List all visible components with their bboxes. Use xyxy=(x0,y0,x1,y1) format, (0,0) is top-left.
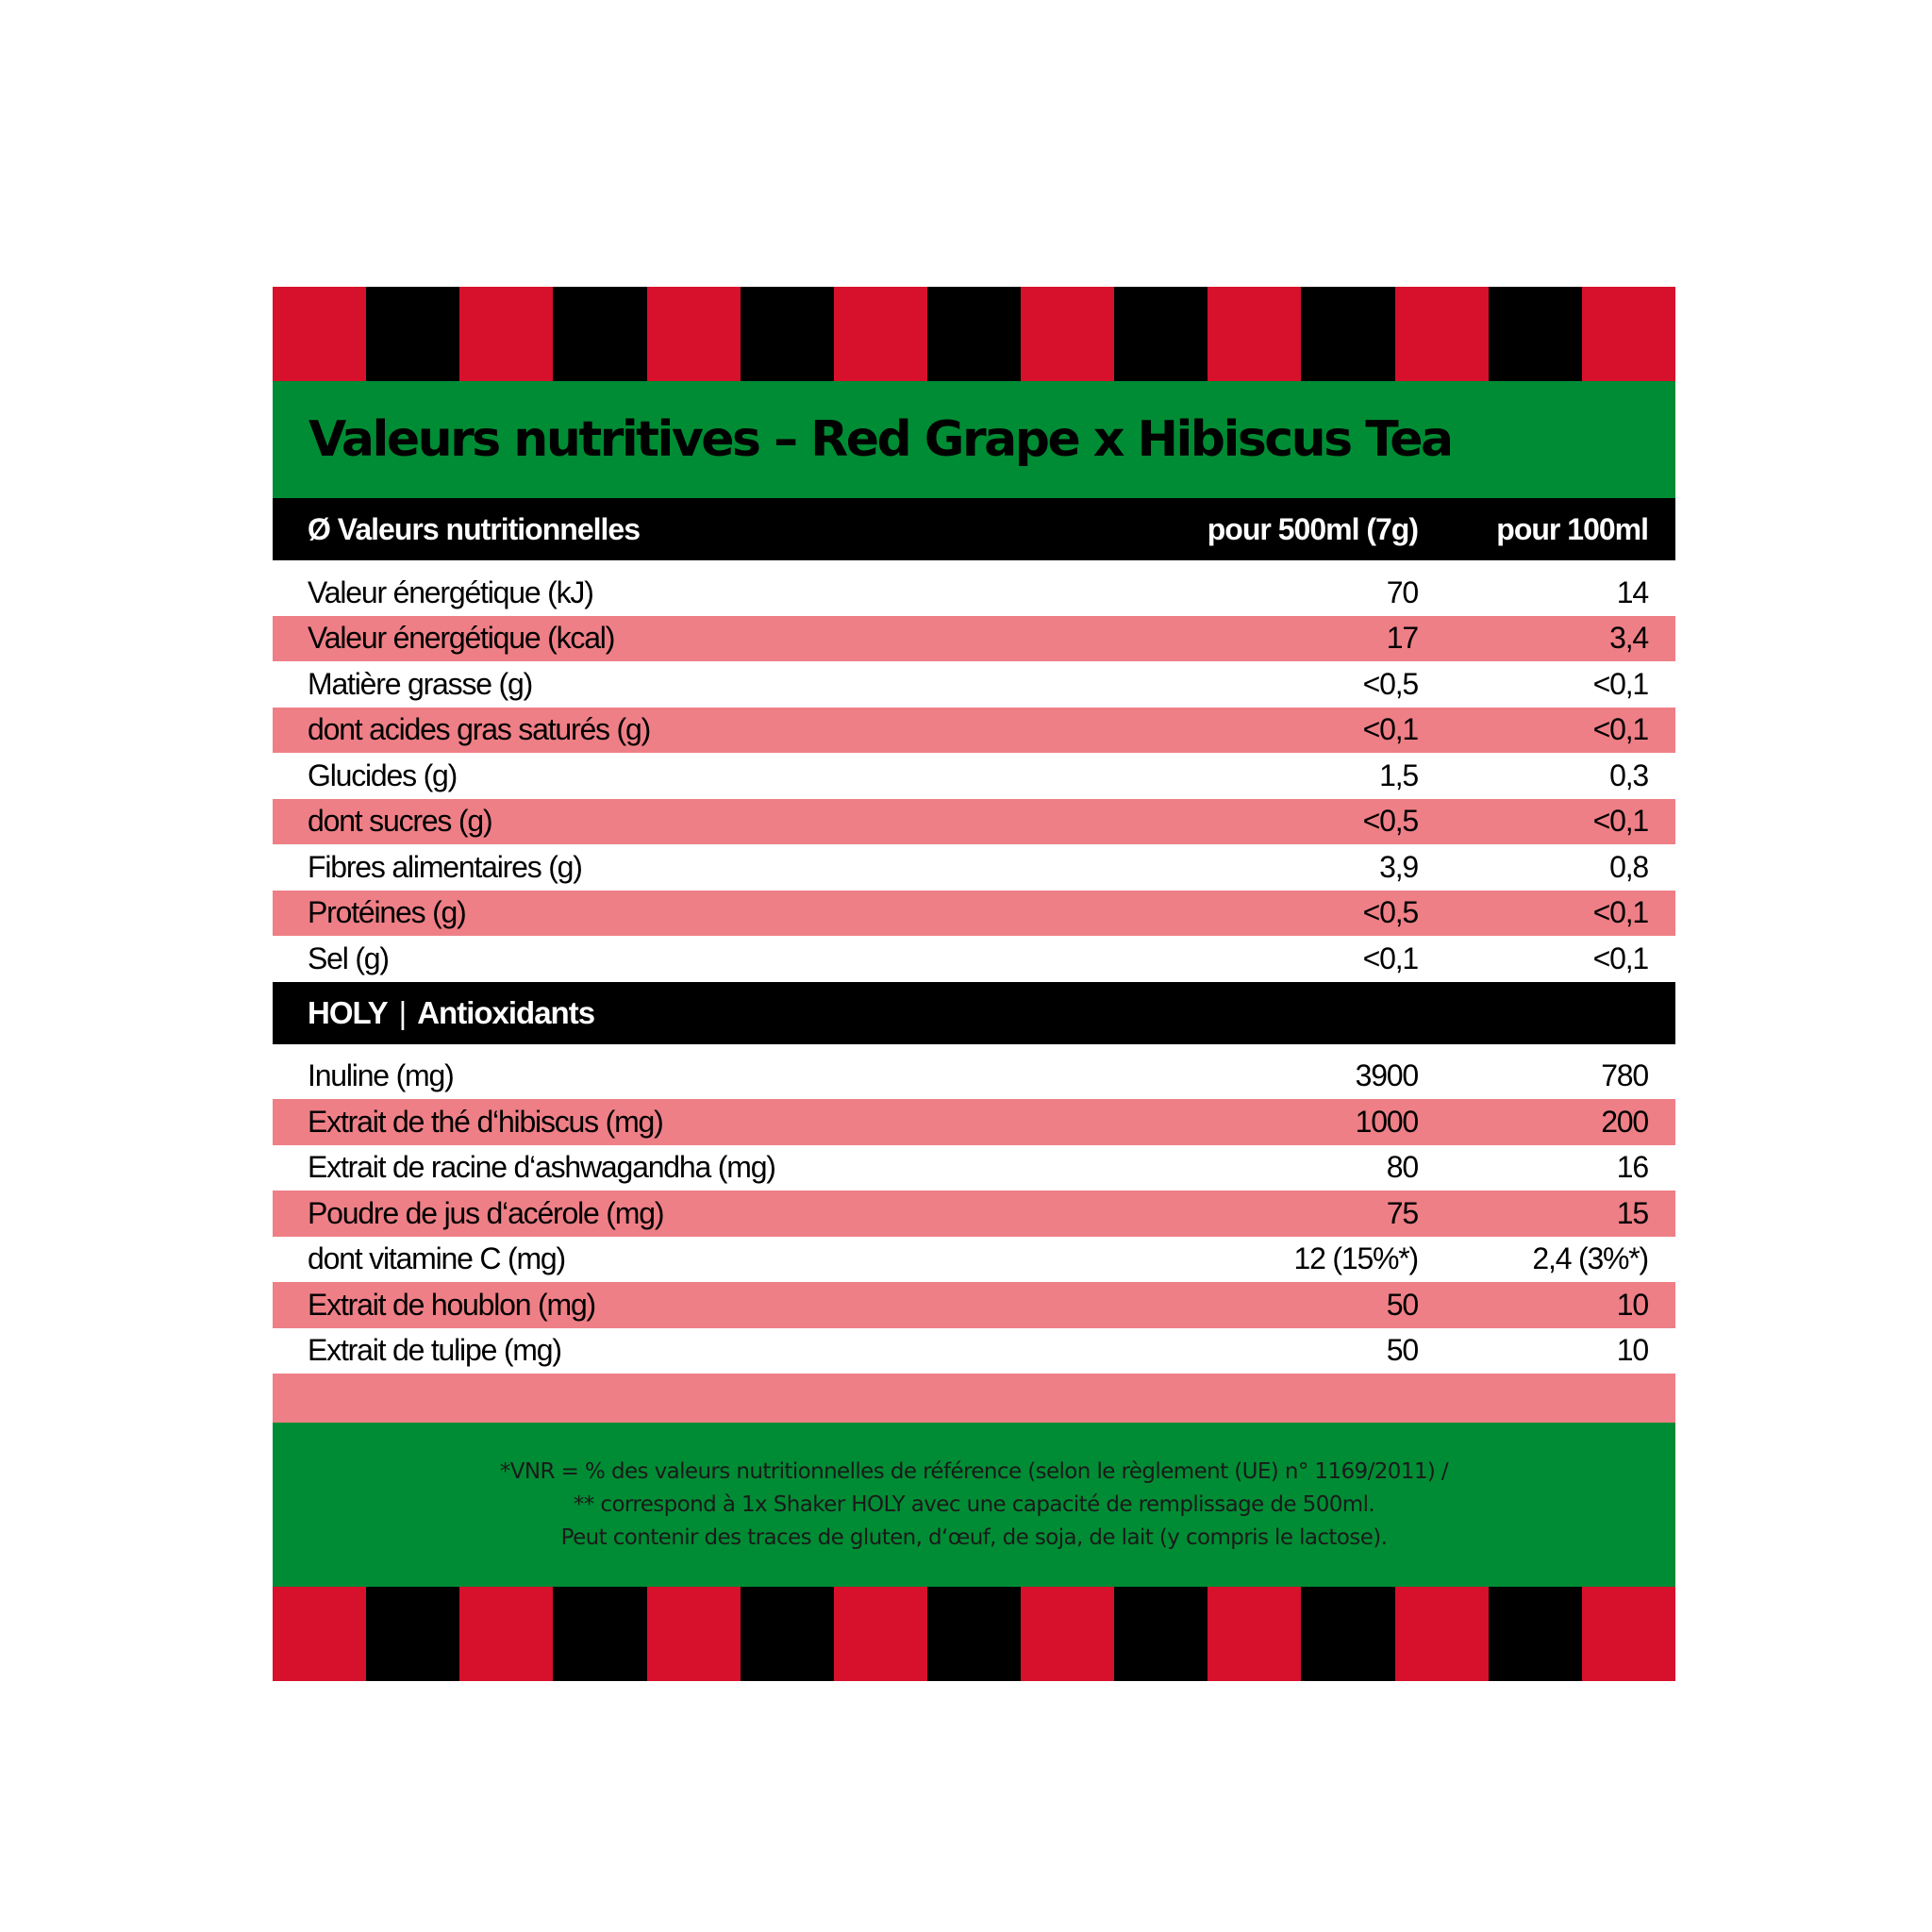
row-label: Valeur énergétique (kcal) xyxy=(308,621,615,656)
section-header-antioxidants xyxy=(273,982,1675,1044)
footnote-box xyxy=(273,1423,1675,1587)
stripe-red xyxy=(459,1587,553,1681)
row-value-500ml: 1,5 xyxy=(1379,758,1418,792)
footnote-line: *VNR = % des valeurs nutritionnelles de référence (selon le règlement (UE) n° 1169/2011) / xyxy=(499,1458,1449,1484)
stripe-black xyxy=(553,1587,646,1681)
table-row xyxy=(273,844,1675,891)
table-header xyxy=(273,498,1675,560)
stripe-black xyxy=(927,287,1021,381)
row-label: Valeur énergétique (kJ) xyxy=(308,575,593,609)
stripe-black xyxy=(927,1587,1021,1681)
stripe-red xyxy=(459,287,553,381)
table-row xyxy=(273,1054,1675,1100)
row-value-100ml: <0,1 xyxy=(1592,712,1648,747)
row-value-100ml: 16 xyxy=(1616,1150,1648,1185)
table-row xyxy=(273,1145,1675,1191)
section-name: Antioxidants xyxy=(417,994,595,1030)
row-label: dont sucres (g) xyxy=(308,804,492,839)
stripe-red xyxy=(273,1587,366,1681)
row-label: dont vitamine C (mg) xyxy=(308,1241,565,1276)
header-col-100ml: pour 100ml xyxy=(1496,511,1648,546)
stripe-black xyxy=(1301,1587,1394,1681)
footnote-line: Peut contenir des traces de gluten, d‘œuf, de soja, de lait (y compris le lactose). xyxy=(560,1524,1388,1550)
stripe-red xyxy=(1208,287,1301,381)
page-title: Valeurs nutritives – Red Grape x Hibiscus Tea xyxy=(308,411,1452,468)
row-value-100ml: 3,4 xyxy=(1609,621,1648,656)
row-label: Sel (g) xyxy=(308,941,389,975)
row-value-100ml: 14 xyxy=(1616,575,1648,609)
row-label: Extrait de thé d‘hibiscus (mg) xyxy=(308,1104,663,1139)
stripe-black xyxy=(1489,287,1582,381)
table-row xyxy=(273,891,1675,937)
row-value-500ml: <0,5 xyxy=(1362,666,1418,701)
row-label: Matière grasse (g) xyxy=(308,666,533,701)
row-value-500ml: <0,5 xyxy=(1362,895,1418,930)
stripe-red xyxy=(647,1587,741,1681)
row-label: Extrait de tulipe (mg) xyxy=(308,1333,561,1368)
row-value-500ml: 80 xyxy=(1386,1150,1418,1185)
table-row xyxy=(273,661,1675,708)
row-value-100ml: 10 xyxy=(1616,1287,1648,1322)
antioxidants-table xyxy=(273,1044,1675,1424)
row-value-500ml: 75 xyxy=(1386,1195,1418,1230)
section-brand: HOLY xyxy=(308,994,388,1030)
header-col-500ml: pour 500ml (7g) xyxy=(1207,511,1418,546)
row-label: Inuline (mg) xyxy=(308,1058,454,1093)
row-value-100ml: 2,4 (3%*) xyxy=(1532,1241,1648,1276)
row-value-500ml: 3,9 xyxy=(1379,849,1418,884)
row-label: Protéines (g) xyxy=(308,895,466,930)
stripe-red xyxy=(1395,287,1489,381)
stripe-black xyxy=(1114,1587,1208,1681)
top-stripe-band xyxy=(273,287,1675,381)
row-value-100ml: <0,1 xyxy=(1592,666,1648,701)
table-row xyxy=(273,936,1675,982)
table-end-spacer xyxy=(273,1374,1675,1423)
table-row xyxy=(273,616,1675,662)
row-label: Glucides (g) xyxy=(308,758,458,792)
table-gap xyxy=(273,560,1675,570)
stripe-black xyxy=(1489,1587,1582,1681)
stripe-red xyxy=(1021,1587,1114,1681)
row-value-500ml: 12 (15%*) xyxy=(1293,1241,1418,1276)
stripe-red xyxy=(834,1587,927,1681)
row-value-100ml: 0,3 xyxy=(1609,758,1648,792)
stripe-black xyxy=(1114,287,1208,381)
row-value-500ml: <0,1 xyxy=(1362,941,1418,975)
header-label: Ø Valeurs nutritionnelles xyxy=(308,511,640,546)
stripe-black xyxy=(366,287,459,381)
stripe-red xyxy=(1395,1587,1489,1681)
table-gap xyxy=(273,1044,1675,1054)
row-value-500ml: 17 xyxy=(1386,621,1418,656)
row-value-500ml: <0,5 xyxy=(1362,804,1418,839)
title-bar xyxy=(273,381,1675,498)
table-row xyxy=(273,1282,1675,1328)
row-value-500ml: 3900 xyxy=(1355,1058,1418,1093)
table-row xyxy=(273,1099,1675,1145)
row-label: Poudre de jus d‘acérole (mg) xyxy=(308,1195,664,1230)
row-value-500ml: 50 xyxy=(1386,1287,1418,1322)
footnote-line: ** correspond à 1x Shaker HOLY avec une capacité de remplissage de 500ml. xyxy=(573,1491,1375,1517)
table-row xyxy=(273,1191,1675,1237)
row-value-100ml: <0,1 xyxy=(1592,804,1648,839)
row-value-500ml: 1000 xyxy=(1355,1104,1418,1139)
stripe-red xyxy=(1208,1587,1301,1681)
stripe-black xyxy=(741,1587,834,1681)
nutrition-panel xyxy=(273,287,1675,1681)
row-label: dont acides gras saturés (g) xyxy=(308,712,651,747)
table-row xyxy=(273,799,1675,845)
table-row xyxy=(273,753,1675,799)
table-row xyxy=(273,1237,1675,1283)
row-value-100ml: 15 xyxy=(1616,1195,1648,1230)
table-row xyxy=(273,708,1675,754)
row-value-100ml: 780 xyxy=(1601,1058,1648,1093)
table-row xyxy=(273,1328,1675,1374)
row-value-100ml: 10 xyxy=(1616,1333,1648,1368)
stripe-black xyxy=(366,1587,459,1681)
row-value-500ml: <0,1 xyxy=(1362,712,1418,747)
row-value-100ml: <0,1 xyxy=(1592,941,1648,975)
row-value-100ml: 0,8 xyxy=(1609,849,1648,884)
bottom-stripe-band xyxy=(273,1587,1675,1681)
row-value-100ml: 200 xyxy=(1601,1104,1648,1139)
row-label: Fibres alimentaires (g) xyxy=(308,849,582,884)
row-label: Extrait de houblon (mg) xyxy=(308,1287,596,1322)
table-row xyxy=(273,570,1675,616)
stripe-red xyxy=(647,287,741,381)
stripe-red xyxy=(1582,287,1675,381)
row-value-500ml: 50 xyxy=(1386,1333,1418,1368)
stripe-red xyxy=(1021,287,1114,381)
stripe-red xyxy=(1582,1587,1675,1681)
stripe-red xyxy=(834,287,927,381)
row-label: Extrait de racine d‘ashwagandha (mg) xyxy=(308,1150,775,1185)
row-value-500ml: 70 xyxy=(1386,575,1418,609)
row-value-100ml: <0,1 xyxy=(1592,895,1648,930)
stripe-red xyxy=(273,287,366,381)
section-separator: | xyxy=(398,994,407,1030)
stripe-black xyxy=(553,287,646,381)
stripe-black xyxy=(1301,287,1394,381)
stripe-black xyxy=(741,287,834,381)
nutrition-table xyxy=(273,560,1675,982)
